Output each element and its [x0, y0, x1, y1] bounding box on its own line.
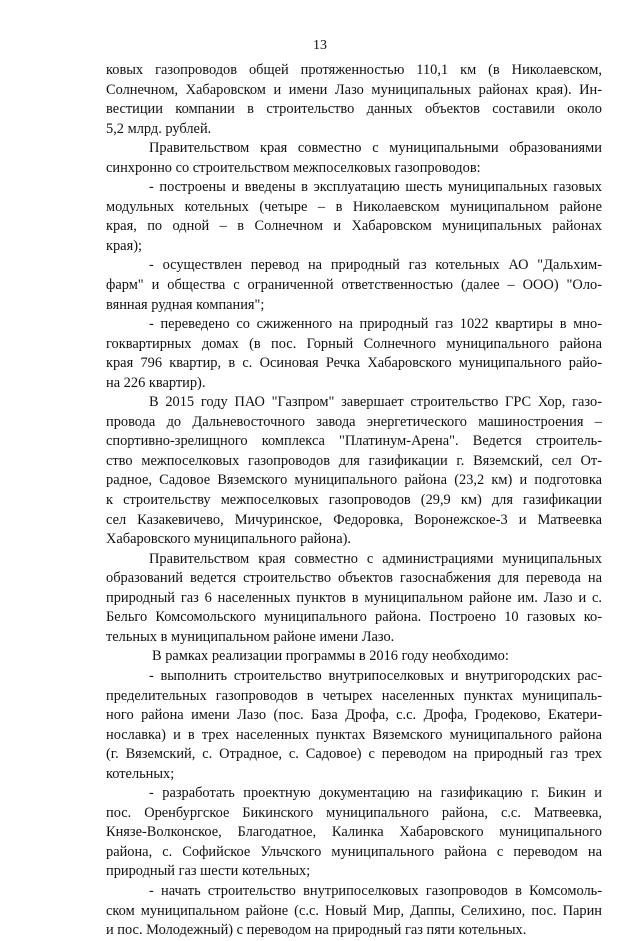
text-line: гоквартирных домах (в пос. Горный Солнечного муниципального района [106, 335, 602, 352]
text-line: радное, Садовое Вяземского муниципального района (23,2 км) и подготовка [106, 472, 602, 489]
text-line: на 226 квартир). [106, 374, 206, 391]
text-line: района, с. Софийское Ульчского муниципального района с переводом на [106, 843, 602, 860]
text-line: 5,2 млрд. рублей. [106, 120, 212, 137]
text-line: синхронно со строительством межпоселковых газопроводов: [106, 159, 481, 176]
text-line: провода до Дальневосточного завода энергетического машиностроения – [106, 413, 602, 430]
text-line: котельных; [106, 765, 175, 782]
text-line: спортивно-зрелищного комплекса "Платинум-Арена". Ведется строитель- [106, 433, 602, 450]
page-number: 13 [313, 38, 327, 53]
text-line: Правительством края совместно с муниципальными образованиями [149, 140, 602, 157]
text-line: модульных котельных (четыре – в Николаевском муниципальном районе [106, 198, 602, 215]
text-line: сел Казакевичево, Мичуринское, Федоровка, Воронежское-3 и Матвеевка [106, 511, 602, 528]
text-line: вянная рудная компания"; [106, 296, 265, 313]
text-line: - разработать проектную документацию на газификацию г. Бикин и [149, 785, 602, 802]
text-line: (г. Вяземский, с. Отрадное, с. Садовое) с переводом на природный газ трех [106, 746, 602, 763]
text-line: Хабаровского муниципального района). [106, 531, 352, 548]
text-line: Бельго Комсомольского муниципального района. Построено 10 газовых ко- [106, 609, 602, 626]
text-line: пределительных газопроводов в четырех населенных пунктах муниципаль- [106, 687, 602, 704]
text-line: ство межпоселковых газопроводов для газификации г. Вяземский, сел От- [106, 452, 602, 469]
text-line: В 2015 году ПАО "Газпром" завершает строительство ГРС Хор, газо- [149, 394, 602, 411]
text-line: нославка) и в трех населенных пунктах Вяземского муниципального района [106, 726, 602, 743]
text-line: к строительству межпоселковых газопроводов (29,9 км) для газификации [106, 492, 602, 509]
text-line: ском муниципальном районе (с.с. Новый Мир, Даппы, Селихино, пос. Парин [106, 902, 602, 919]
text-line: ковых газопроводов общей протяженностью 110,1 км (в Николаевском, [106, 62, 602, 78]
text-line: края); [106, 237, 142, 254]
text-line: вестиции компании в строительство данных объектов составили около [106, 101, 602, 118]
text-line: образований ведется строительство объектов газоснабжения для перевода на [106, 570, 602, 587]
text-line: фарм" и общества с ограниченной ответственностью (далее – ООО) "Оло- [106, 277, 602, 294]
text-line: - выполнить строительство внутрипоселковых и внутригородских рас- [149, 667, 602, 684]
text-line: Правительством края совместно с администрациями муниципальных [149, 550, 602, 567]
text-line: В рамках реализации программы в 2016 году необходимо: [152, 648, 509, 665]
text-line: - построены и введены в эксплуатацию шесть муниципальных газовых [149, 179, 602, 196]
body-text [106, 61, 602, 941]
text-line: края 796 квартир, в с. Осиновая Речка Хабаровского муниципального райо- [106, 355, 602, 372]
text-line: края, по одной – в Солнечном и Хабаровском муниципальных районах [106, 218, 602, 235]
text-line: Князе-Волконское, Благодатное, Калинка Хабаровского муниципального [106, 824, 602, 841]
text-line: и пос. Молодежный) с переводом на природный газ пяти котельных. [106, 922, 527, 939]
text-line: пос. Оренбургское Бикинского муниципального района, с.с. Матвеевка, [106, 804, 602, 821]
text-line: - осуществлен перевод на природный газ котельных АО "Дальхим- [149, 257, 602, 274]
text-line: ного района имени Лазо (пос. База Дрофа, с.с. Дрофа, Гродеково, Екатери- [106, 707, 602, 724]
text-line: - начать строительство внутрипоселковых газопроводов в Комсомоль- [149, 882, 602, 899]
text-line: природный газ шести котельных; [106, 863, 311, 880]
text-line: природный газ 6 населенных пунктов в муниципальном районе им. Лазо и с. [106, 589, 602, 606]
text-line: тельных в муниципальном районе имени Лазо. [106, 628, 395, 645]
text-line: - переведено со сжиженного на природный газ 1022 квартиры в мно- [149, 316, 602, 333]
text-line: Солнечном, Хабаровском и имени Лазо муниципальных районах края). Ин- [106, 81, 602, 98]
